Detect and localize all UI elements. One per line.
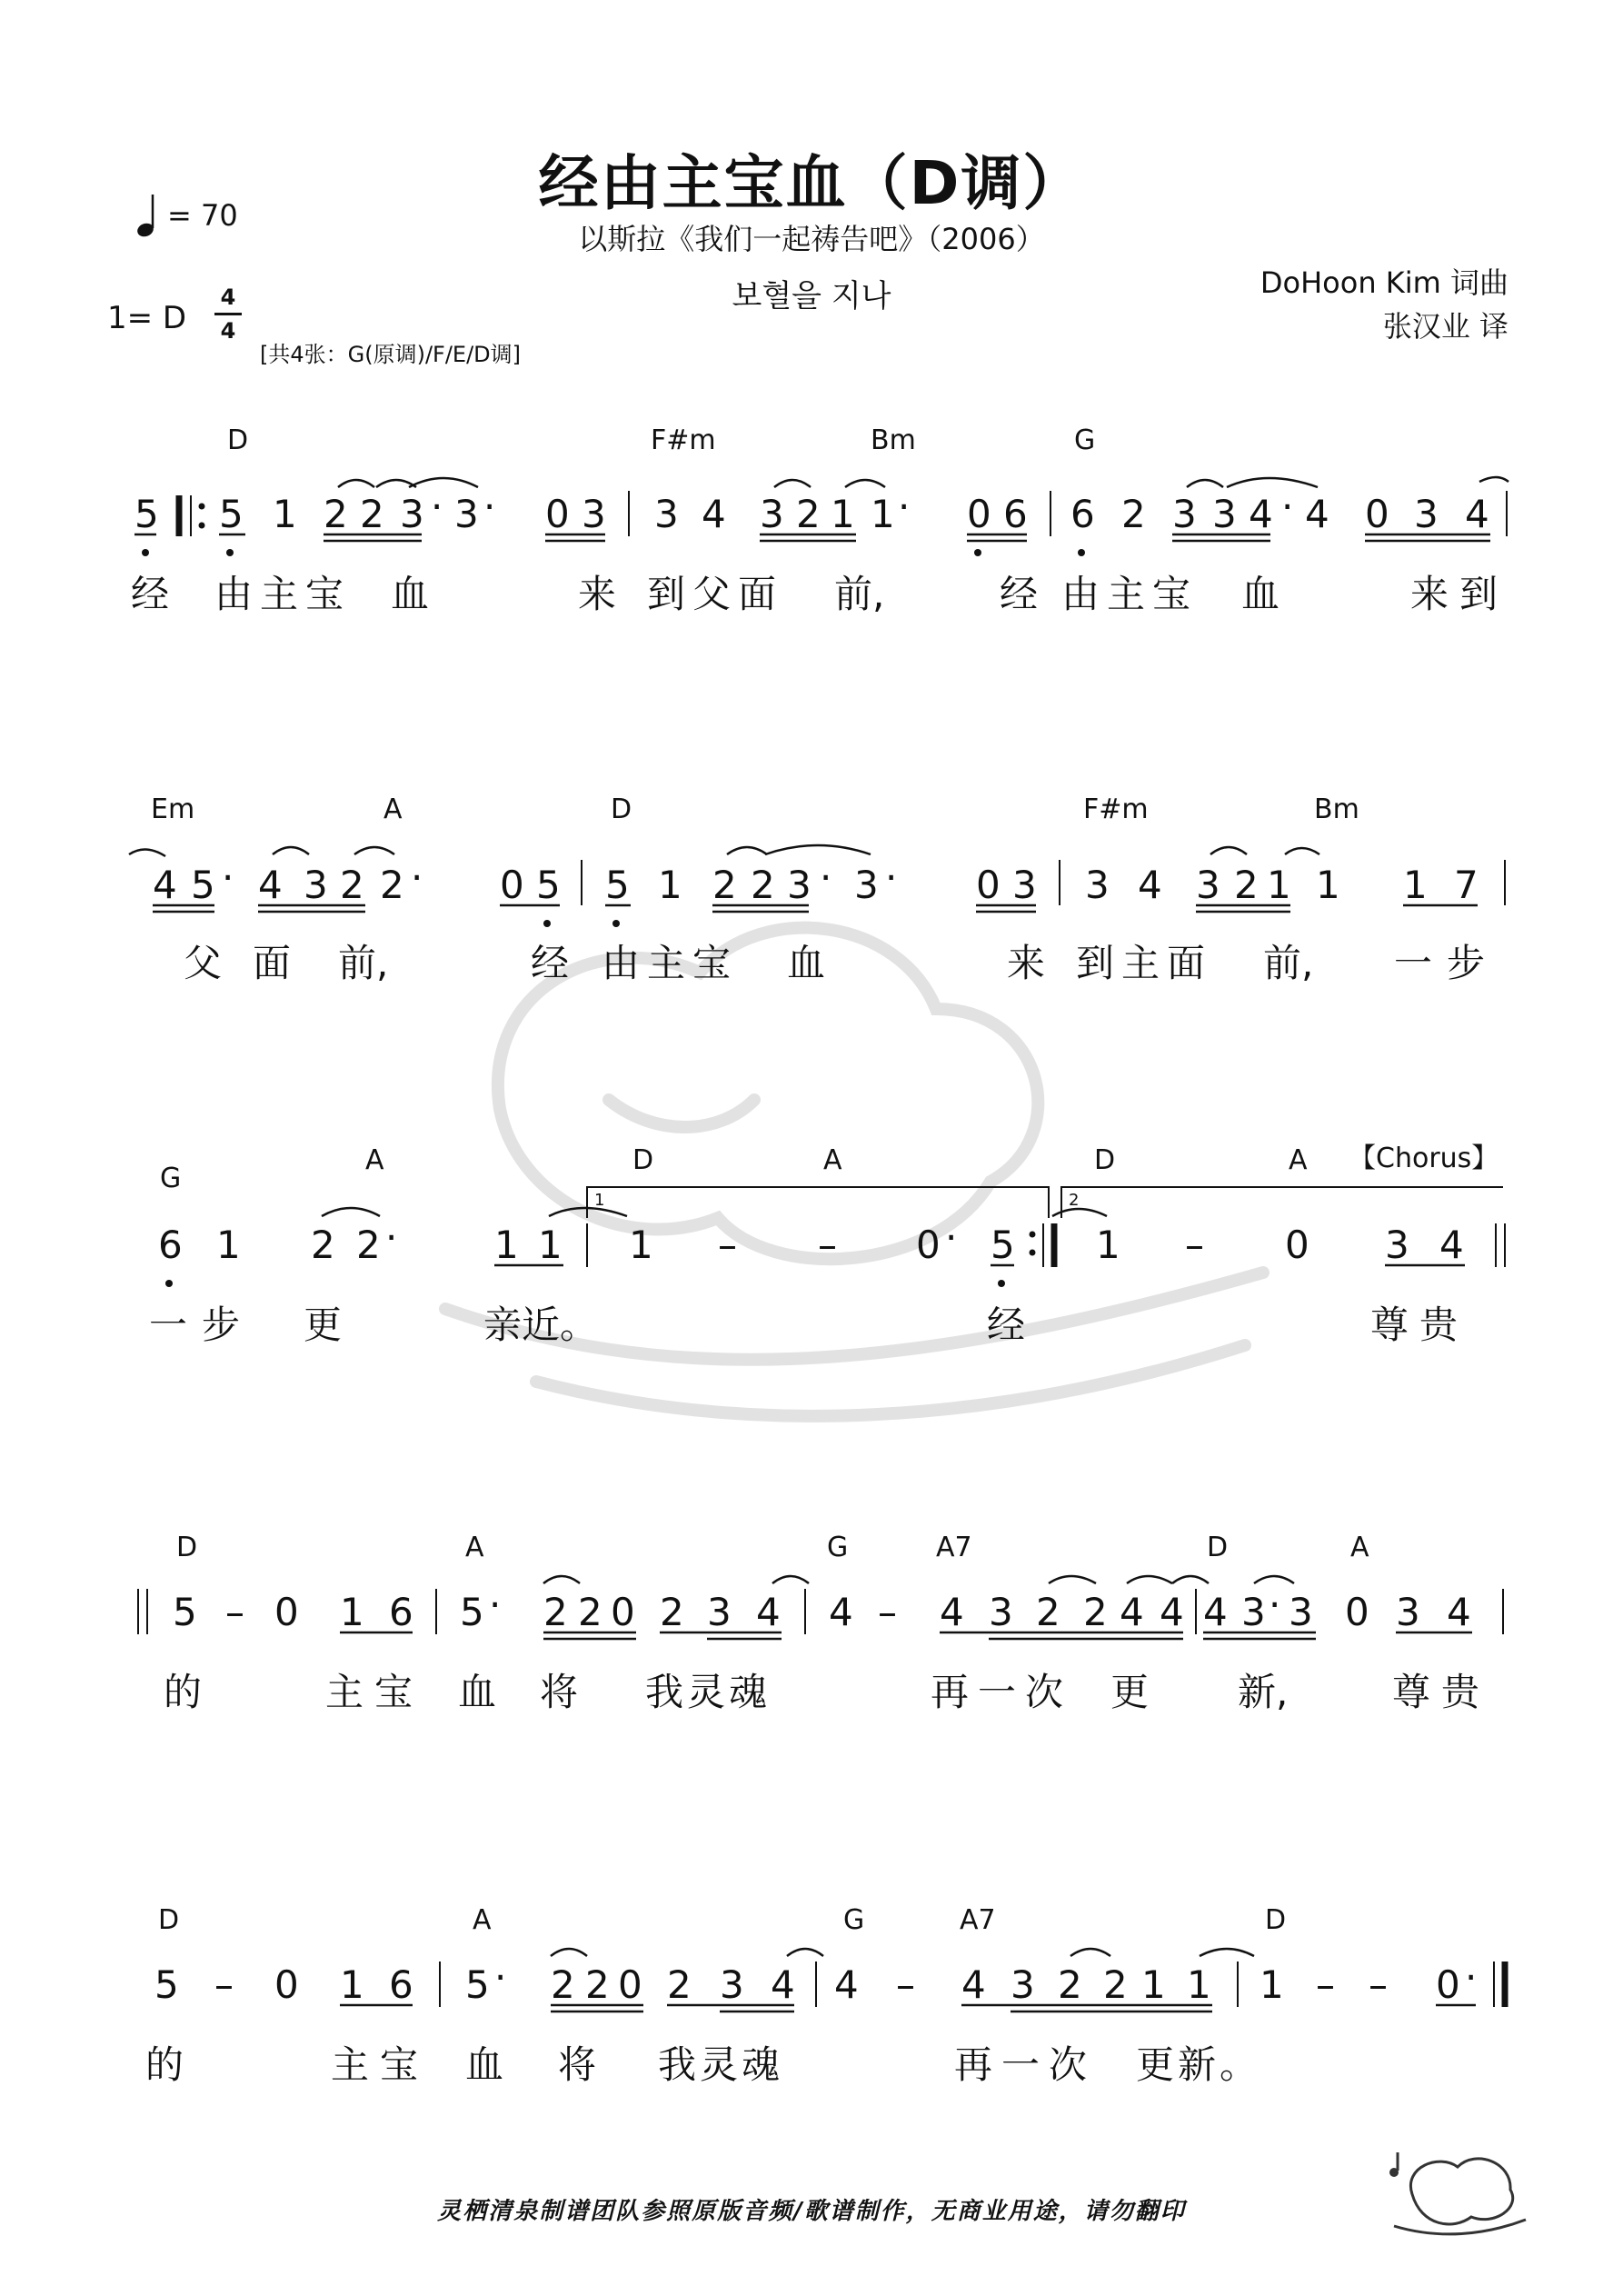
- note: 0: [976, 863, 1001, 907]
- lyric: 我灵魂: [658, 2042, 784, 2087]
- note: 1: [538, 1223, 563, 1267]
- lyric: 父: [184, 941, 223, 985]
- lyric: 再一次: [954, 2042, 1097, 2087]
- note: 2: [578, 1590, 602, 1634]
- note: 0: [1345, 1590, 1369, 1634]
- note: 3: [1385, 1223, 1409, 1267]
- note: 2: [356, 1223, 381, 1267]
- note: –: [818, 1223, 837, 1267]
- sheep-logo-icon: [1385, 2140, 1530, 2240]
- system-1: [131, 424, 1508, 616]
- version-note: [共4张：G(原调)/F/E/D调]: [260, 342, 522, 367]
- note: 4: [1439, 1223, 1464, 1267]
- note: 4: [1447, 1590, 1471, 1634]
- lyric: 经: [131, 572, 170, 616]
- note: 2: [380, 863, 404, 907]
- note: 0: [916, 1223, 941, 1267]
- note: 0: [1436, 1962, 1460, 2007]
- note: –: [718, 1223, 737, 1267]
- chord-symbol: G: [843, 1904, 865, 1936]
- note: 4: [1160, 1590, 1184, 1634]
- note: 4: [940, 1590, 964, 1634]
- tempo-value: = 70: [167, 198, 238, 233]
- chord-symbol: G: [1074, 424, 1096, 456]
- lyric: 来到: [1410, 572, 1509, 616]
- lyric: 新,: [1238, 1670, 1289, 1714]
- note: 3: [787, 863, 812, 907]
- chord-symbol: D: [1207, 1532, 1229, 1563]
- composer-credit: DoHoon Kim 词曲: [1260, 265, 1508, 300]
- lyric: 经: [1000, 572, 1039, 616]
- note: ·: [494, 1955, 507, 2000]
- note: 4: [961, 1962, 986, 2007]
- note: 0: [274, 1590, 299, 1634]
- chord-symbol: F#m: [1083, 794, 1149, 825]
- note: –: [1369, 1962, 1388, 2007]
- lyric: 前,: [834, 572, 885, 616]
- lyric: 到主面: [1076, 941, 1213, 985]
- chord-symbol: A7: [960, 1904, 996, 1936]
- note: 3: [304, 863, 328, 907]
- repeat-dot: [199, 504, 205, 510]
- note: 3: [1085, 863, 1110, 907]
- note: 4: [1465, 492, 1489, 536]
- note: 5: [173, 1590, 197, 1634]
- note: 3: [582, 492, 606, 536]
- lyric: 更: [1110, 1670, 1150, 1714]
- chord-symbol: Bm: [1314, 794, 1359, 825]
- note: 4: [153, 863, 177, 907]
- chord-symbol: D: [1265, 1904, 1287, 1936]
- lyric: 由主宝: [1061, 572, 1199, 616]
- lyric: 的: [164, 1670, 203, 1714]
- chord-symbol: D: [158, 1904, 180, 1936]
- note: 6: [389, 1962, 413, 2007]
- note: ·: [411, 855, 423, 900]
- repeat-dot: [1030, 1250, 1036, 1256]
- note: 3: [1212, 492, 1237, 536]
- note: 3: [1011, 1962, 1035, 2007]
- note: 1: [871, 492, 895, 536]
- note: 3: [400, 492, 424, 536]
- note: 5: [154, 1962, 179, 2007]
- note: 5: [219, 492, 244, 536]
- note: 5: [465, 1962, 490, 2007]
- note: 4: [258, 863, 283, 907]
- note: –: [225, 1590, 244, 1634]
- korean-title: 보혈을 지나: [732, 278, 891, 314]
- note: 1: [216, 1223, 241, 1267]
- note: 4: [702, 492, 726, 536]
- note: 2: [796, 492, 821, 536]
- note: –: [896, 1962, 915, 2007]
- system-3: [149, 1143, 1505, 1347]
- note: 0: [1365, 492, 1389, 536]
- lyric: 经: [531, 941, 570, 985]
- note: 3: [707, 1590, 732, 1634]
- note: 0: [618, 1962, 642, 2007]
- note: 4: [1120, 1590, 1144, 1634]
- note: 1: [273, 492, 297, 536]
- translator-credit: 张汉业 译: [1382, 309, 1508, 344]
- note: 7: [1454, 863, 1479, 907]
- note: 6: [389, 1590, 413, 1634]
- note: ·: [820, 855, 832, 900]
- lyric: 再一次: [931, 1670, 1073, 1714]
- note: 2: [667, 1962, 692, 2007]
- note: 0: [967, 492, 991, 536]
- note: 1: [340, 1590, 364, 1634]
- chord-symbol: D: [1094, 1144, 1116, 1176]
- lyric: 更新。: [1136, 2042, 1262, 2087]
- note: 1: [1141, 1962, 1166, 2007]
- lyric: 主宝: [331, 2042, 430, 2087]
- note: ·: [385, 1215, 398, 1260]
- note: –: [1185, 1223, 1204, 1267]
- lyric: 前,: [1263, 941, 1314, 985]
- chord-symbol: A: [383, 794, 403, 825]
- note: 3: [760, 492, 784, 536]
- note: 2: [1083, 1590, 1108, 1634]
- note: ·: [898, 484, 911, 529]
- lyric: 血: [391, 572, 430, 616]
- note: 1: [629, 1223, 653, 1267]
- chord-symbol: F#m: [651, 424, 716, 456]
- lyric: 的: [145, 2042, 184, 2087]
- note: ·: [489, 1582, 502, 1627]
- note: 0: [274, 1962, 299, 2007]
- note: ·: [885, 855, 898, 900]
- note: 1: [1267, 863, 1291, 907]
- note: 0: [500, 863, 524, 907]
- note: 4: [1305, 492, 1329, 536]
- chord-symbol: Em: [151, 794, 195, 825]
- lyric: 面: [253, 941, 292, 985]
- note: 4: [756, 1590, 781, 1634]
- note: 3: [1289, 1590, 1313, 1634]
- note: 5: [460, 1590, 484, 1634]
- volta-number: 2: [1069, 1191, 1080, 1210]
- lyric: 亲近。: [483, 1303, 599, 1347]
- lyric: 血: [787, 941, 826, 985]
- note: 4: [1138, 863, 1162, 907]
- note: 3: [1241, 1590, 1266, 1634]
- note: –: [878, 1590, 897, 1634]
- note: 6: [158, 1223, 183, 1267]
- lyric: 血: [465, 2042, 504, 2087]
- lyric: 将: [558, 2042, 597, 2087]
- lyric: 血: [1241, 572, 1280, 616]
- section-label-chorus: 【Chorus】: [1349, 1143, 1499, 1174]
- song-title: 经由主宝血（D调）: [538, 148, 1085, 218]
- note: 2: [1121, 492, 1146, 536]
- chord-symbol: Bm: [871, 424, 916, 456]
- volta-brackets: [587, 1187, 1503, 1218]
- chord-symbol: A: [823, 1144, 842, 1176]
- lyric: 前,: [338, 941, 389, 985]
- note: 3: [1196, 863, 1220, 907]
- note: 6: [1003, 492, 1028, 536]
- note: 3: [1414, 492, 1439, 536]
- note: 2: [311, 1223, 335, 1267]
- note: 1: [1316, 863, 1340, 907]
- time-signature-bottom: 4: [220, 318, 236, 344]
- note: 4: [1203, 1590, 1228, 1634]
- note: 2: [1058, 1962, 1082, 2007]
- note: 2: [360, 492, 384, 536]
- note: 1: [658, 863, 682, 907]
- note: 1: [1096, 1223, 1120, 1267]
- note: 3: [720, 1962, 744, 2007]
- note: 2: [1036, 1590, 1060, 1634]
- note: 0: [1285, 1223, 1309, 1267]
- note: 2: [585, 1962, 610, 2007]
- system-2: [129, 794, 1505, 985]
- note-dots: [543, 920, 620, 927]
- note: 5: [991, 1223, 1015, 1267]
- repeat-dot: [199, 523, 205, 529]
- note: ·: [1269, 1582, 1281, 1627]
- lyric: 一步: [149, 1303, 255, 1347]
- lyric: 血: [458, 1670, 497, 1714]
- lyric: 由主宝: [602, 941, 739, 985]
- note: 2: [551, 1962, 575, 2007]
- note: ·: [222, 855, 234, 900]
- note: 3: [1012, 863, 1037, 907]
- note: 2: [660, 1590, 684, 1634]
- note: 3: [454, 492, 479, 536]
- note-dots: [165, 1280, 1005, 1287]
- note: 5: [536, 863, 561, 907]
- note: 1: [831, 492, 855, 536]
- note: 3: [1172, 492, 1197, 536]
- note: 5: [134, 492, 159, 536]
- note: ·: [431, 484, 443, 529]
- lyric: 来: [578, 572, 617, 616]
- song-subtitle: 以斯拉《我们一起祷告吧》（2006）: [578, 222, 1045, 256]
- note: 1: [494, 1223, 519, 1267]
- note: 4: [834, 1962, 859, 2007]
- note: 1: [1187, 1962, 1211, 2007]
- note: 2: [543, 1590, 568, 1634]
- note: ·: [945, 1215, 958, 1260]
- note: ·: [1465, 1955, 1478, 2000]
- note: 1: [340, 1962, 364, 2007]
- note: ·: [483, 484, 496, 529]
- note-dots: [142, 549, 1085, 556]
- note: 4: [771, 1962, 795, 2007]
- note: 2: [712, 863, 737, 907]
- chord-symbol: G: [827, 1532, 849, 1563]
- chord-symbol: D: [227, 424, 249, 456]
- note: 1: [1403, 863, 1428, 907]
- volta-number: 1: [594, 1191, 605, 1210]
- chord-symbol: A7: [936, 1532, 972, 1563]
- chord-symbol: D: [632, 1144, 654, 1176]
- note: –: [1316, 1962, 1335, 2007]
- lyric: 经: [987, 1303, 1026, 1347]
- time-signature-top: 4: [220, 285, 236, 310]
- lyric: 尊贵: [1392, 1670, 1491, 1714]
- note: 2: [1234, 863, 1259, 907]
- note: ·: [1281, 484, 1294, 529]
- lyric: 将: [540, 1670, 579, 1714]
- note: 2: [324, 492, 348, 536]
- note: 4: [1249, 492, 1273, 536]
- key-signature: 1= D: [107, 300, 187, 336]
- note: 2: [340, 863, 364, 907]
- chord-symbol: D: [611, 794, 632, 825]
- note: 0: [611, 1590, 635, 1634]
- note: 2: [751, 863, 775, 907]
- note: 3: [654, 492, 679, 536]
- chord-symbol: G: [160, 1163, 182, 1194]
- lyric: 到父面: [647, 572, 784, 616]
- footer-note: 灵栖清泉制谱团队参照原版音频/歌谱制作，无商业用途，请勿翻印: [437, 2198, 1186, 2225]
- note: –: [214, 1962, 234, 2007]
- lyric: 由主宝: [214, 572, 352, 616]
- system-5: [145, 1904, 1505, 2087]
- note: 1: [1260, 1962, 1284, 2007]
- chord-symbol: A: [473, 1904, 492, 1936]
- lyric: 尊贵: [1370, 1303, 1469, 1347]
- note: 3: [854, 863, 879, 907]
- note: 0: [545, 492, 570, 536]
- lyric: 我灵魂: [645, 1670, 772, 1714]
- note: 5: [605, 863, 630, 907]
- chord-symbol: A: [1350, 1532, 1369, 1563]
- lyric: 更: [304, 1303, 343, 1347]
- chord-symbol: A: [365, 1144, 384, 1176]
- chord-symbol: A: [1289, 1144, 1308, 1176]
- note: 6: [1070, 492, 1095, 536]
- lyric: 一步: [1394, 941, 1500, 985]
- lyric: 来: [1007, 941, 1046, 985]
- chord-symbol: D: [176, 1532, 198, 1563]
- note: 2: [1103, 1962, 1128, 2007]
- note: 5: [191, 863, 215, 907]
- lyric: 主宝: [325, 1670, 424, 1714]
- note: 3: [1396, 1590, 1420, 1634]
- chord-symbol: A: [465, 1532, 484, 1563]
- system-4: [138, 1532, 1503, 1714]
- note: 4: [829, 1590, 853, 1634]
- note: 3: [989, 1590, 1013, 1634]
- repeat-dot: [1030, 1232, 1036, 1238]
